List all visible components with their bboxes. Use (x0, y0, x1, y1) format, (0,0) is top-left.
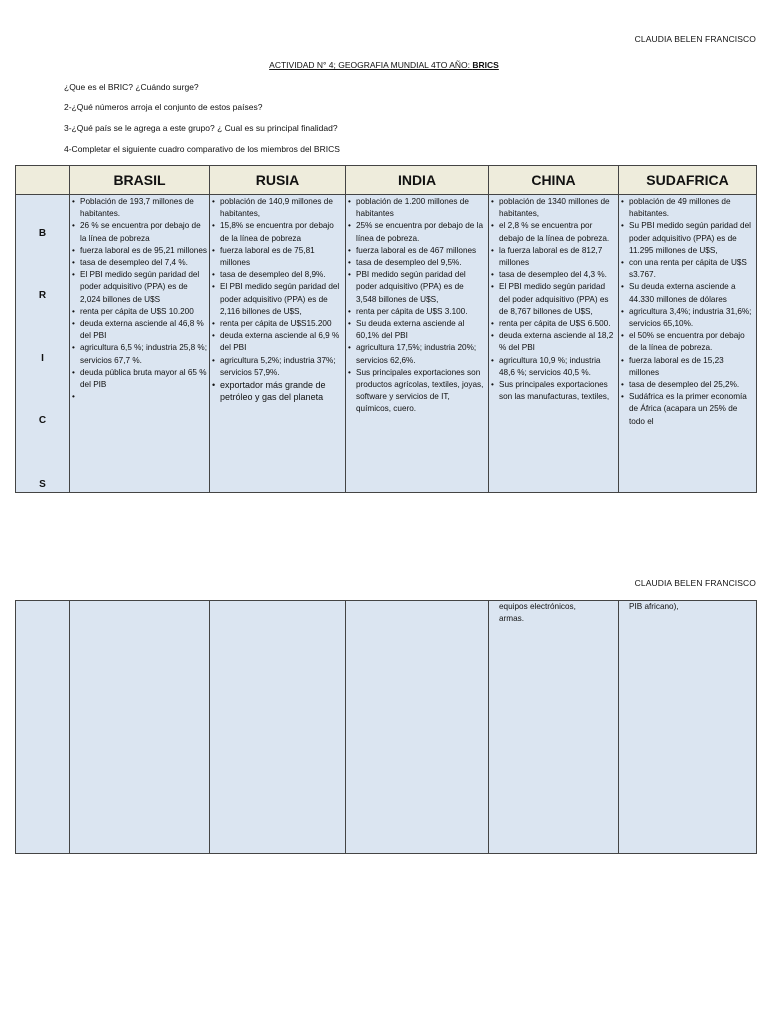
list-item: • 15,8% se encuentra por debajo de la línea de pobreza (220, 220, 343, 244)
list-item: • Su deuda externa asciende a 44.330 millones de dólares (629, 281, 754, 305)
sudafrica-cell (619, 195, 757, 493)
header-india: INDIA (346, 166, 489, 195)
header-sudafrica: SUDAFRICA (619, 166, 757, 195)
brics-comparison-table (15, 165, 757, 493)
list-item: • agricultura 6,5 %; industria 25,8 %; servicios 67,7 %. (80, 342, 207, 366)
list-item: • PBI medido según paridad del poder adquisitivo (PPA) es de 3,548 billones de U$S, (356, 269, 486, 306)
list-item: • deuda externa asciende al 6,9 % del PBI (220, 330, 343, 354)
list-item: • 25% se encuentra por debajo de la línea de pobreza. (356, 220, 486, 244)
letters-cell-continued (16, 601, 70, 854)
question-4: 4-Completar el siguiente cuadro comparativo de los miembros del BRICS (64, 144, 340, 154)
list-item: • agricultura 3,4%; industria 31,6%; servicios 65,10%. (629, 306, 754, 330)
brics-letters-cell (16, 195, 70, 493)
list-item: • tasa de desempleo del 4,3 %. (499, 269, 616, 281)
header-china: CHINA (489, 166, 619, 195)
letter-b: B (38, 228, 47, 239)
header-blank-cell (16, 166, 70, 195)
list-item: • el 2,8 % se encuentra por debajo de la línea de pobreza. (499, 220, 616, 244)
list-item: • Su deuda externa asciende al 60,1% del PBI (356, 318, 486, 342)
list-item: • el 50% se encuentra por debajo de la línea de pobreza. (629, 330, 754, 354)
list-item: • deuda externa asciende al 18,2 % del PBI (499, 330, 616, 354)
page-2 (0, 560, 768, 860)
sudafrica-continued-text: PIB africano), (629, 602, 679, 611)
list-item: • El PBI medido según paridad del poder adquisitivo (PPA) es de 2,116 billones de U$S, (220, 281, 343, 318)
list-item: • Su PBI medido según paridad del poder adquisitivo (PPA) es de 11.295 millones de U$S, (629, 220, 754, 257)
header-brasil: BRASIL (70, 166, 210, 195)
letter-i: I (41, 353, 44, 364)
list-item: • renta per cápita de U$S 6.500. (499, 318, 616, 330)
list-item: • Sus principales exportaciones son productos agrícolas, textiles, joyas, software y servicios de IT, químicos, cuero. (356, 367, 486, 416)
list-item: • renta per cápita de U$S 10.200 (80, 306, 207, 318)
activity-title-bold: BRICS (472, 60, 499, 70)
list-item: • renta per cápita de U$S15.200 (220, 318, 343, 330)
list-item: • tasa de desempleo del 25,2%. (629, 379, 754, 391)
list-item: • con una renta per cápita de U$S s3.767. (629, 257, 754, 281)
table-header-row (16, 166, 757, 195)
list-item: • exportador más grande de petróleo y gas del planeta (220, 379, 343, 403)
list-item-empty (80, 391, 207, 403)
list-item: • población de 49 millones de habitantes. (629, 196, 754, 220)
header-rusia: RUSIA (210, 166, 346, 195)
list-item: • Sus principales exportaciones son las manufacturas, textiles, (499, 379, 616, 403)
activity-title-prefix: ACTIVIDAD N° 4; GEOGRAFIA MUNDIAL 4TO AÑO: (269, 60, 473, 70)
list-item: • fuerza laboral es de 467 millones (356, 245, 486, 257)
list-item: • tasa de desempleo del 7,4 %. (80, 257, 207, 269)
author-name-page-2: CLAUDIA BELEN FRANCISCO (634, 578, 756, 588)
brasil-cell-continued (70, 601, 210, 854)
list-item: • renta per cápita de U$S 3.100. (356, 306, 486, 318)
china-cell (489, 195, 619, 493)
list-item: • agricultura 17,5%; industria 20%; servicios 62,6%. (356, 342, 486, 366)
india-cell-continued (346, 601, 489, 854)
list-item: • población de 140,9 millones de habitantes, (220, 196, 343, 220)
list-item: • población de 1.200 millones de habitantes (356, 196, 486, 220)
rusia-list (210, 195, 345, 403)
list-item: • Población de 193,7 millones de habitantes. (80, 196, 207, 220)
list-item: • Sudáfrica es la primer economía de África (acapara un 25% de todo el (629, 391, 754, 428)
list-item: • la fuerza laboral es de 812,7 millones (499, 245, 616, 269)
india-list (346, 195, 488, 416)
letter-s: S (39, 479, 46, 490)
list-item: • tasa de desempleo del 9,5%. (356, 257, 486, 269)
list-item: • deuda pública bruta mayor al 65 % del PIB (80, 367, 207, 391)
table-row (16, 601, 757, 854)
activity-title (0, 60, 768, 70)
list-item: • 26 % se encuentra por debajo de la línea de pobreza (80, 220, 207, 244)
list-item: • tasa de desempleo del 8,9%. (220, 269, 343, 281)
list-item: • El PBI medido según paridad del poder adquisitivo (PPA) es de 2,024 billones de U$S (80, 269, 207, 306)
brics-comparison-table-continued (15, 600, 757, 854)
letter-c: C (38, 415, 47, 426)
list-item: • fuerza laboral es de 75,81 millones (220, 245, 343, 269)
question-2: 2-¿Qué números arroja el conjunto de estos países? (64, 102, 263, 112)
letter-r: R (38, 290, 47, 301)
brasil-cell (70, 195, 210, 493)
sudafrica-cell-continued (619, 601, 757, 854)
china-continued-text: equipos electrónicos, armas. (499, 602, 576, 624)
author-name: CLAUDIA BELEN FRANCISCO (634, 34, 756, 44)
list-item: • agricultura 10,9 %; industria 48,6 %; servicios 40,5 %. (499, 355, 616, 379)
china-cell-continued (489, 601, 619, 854)
list-item: • fuerza laboral es de 95,21 millones (80, 245, 207, 257)
brasil-list (70, 195, 209, 403)
rusia-cell (210, 195, 346, 493)
china-list (489, 195, 618, 403)
question-3: 3-¿Qué país se le agrega a este grupo? ¿ Cual es su principal finalidad? (64, 123, 338, 133)
table-row (16, 195, 757, 493)
rusia-cell-continued (210, 601, 346, 854)
india-cell (346, 195, 489, 493)
question-1: ¿Que es el BRIC? ¿Cuándo surge? (64, 82, 199, 92)
sudafrica-list (619, 195, 756, 428)
list-item: • población de 1340 millones de habitantes, (499, 196, 616, 220)
list-item: • fuerza laboral es de 15,23 millones (629, 355, 754, 379)
list-item: • deuda externa asciende al 46,8 % del PBI (80, 318, 207, 342)
list-item: • El PBI medido según paridad del poder adquisitivo (PPA) es de 8,767 billones de U$S, (499, 281, 616, 318)
list-item: • agricultura 5,2%; industria 37%; servicios 57,9%. (220, 355, 343, 379)
